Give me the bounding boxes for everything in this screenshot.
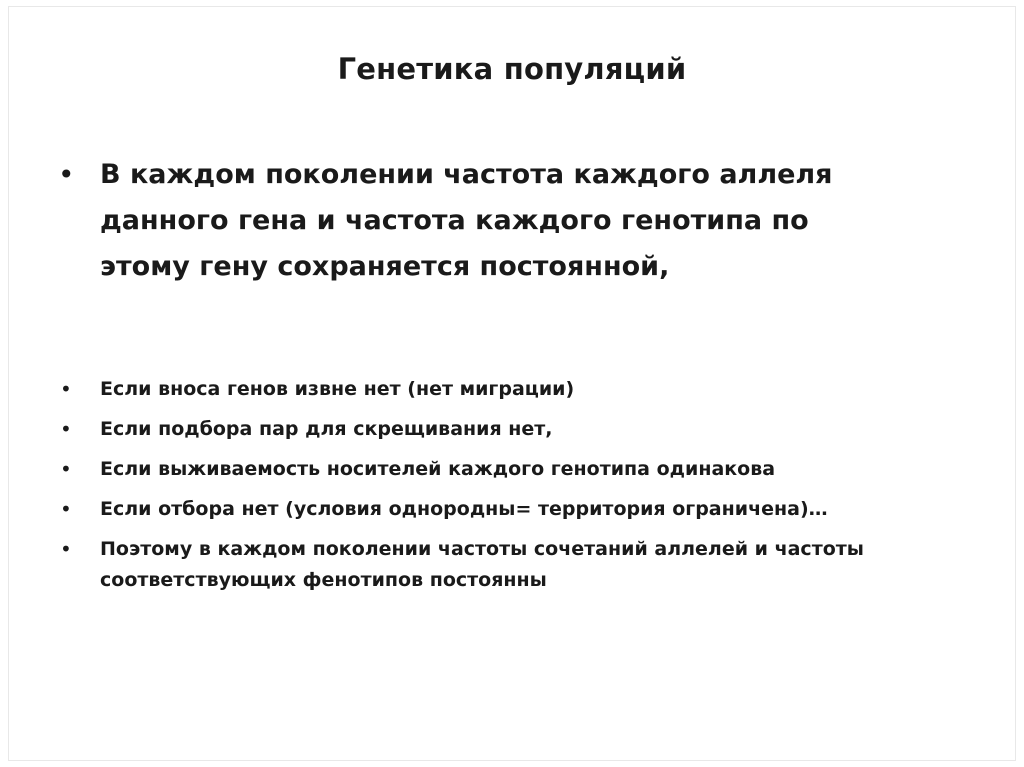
bullet-icon: • xyxy=(60,537,72,561)
condition-line: Если подбора пар для скрещивания нет, xyxy=(100,418,553,440)
condition-item xyxy=(58,494,998,525)
main-point-line: данного гена и частота каждого генотипа по xyxy=(100,205,809,236)
conditions-list xyxy=(58,374,998,605)
bullet-icon: • xyxy=(60,457,72,481)
condition-text xyxy=(100,374,998,405)
main-bullet-icon: • xyxy=(58,158,75,191)
condition-item xyxy=(58,454,998,485)
condition-text xyxy=(100,494,998,525)
condition-line: Если вноса генов извне нет (нет миграции) xyxy=(100,378,575,400)
conclusion-item xyxy=(58,534,998,596)
conclusion-line: Поэтому в каждом поколении частоты сочетаний аллелей и частоты xyxy=(100,538,864,560)
conclusion-line: соответствующих фенотипов постоянны xyxy=(100,569,547,591)
condition-text xyxy=(100,414,998,445)
bullet-icon: • xyxy=(60,377,72,401)
main-point-text xyxy=(100,152,958,290)
bullet-icon: • xyxy=(60,417,72,441)
condition-item xyxy=(58,374,998,405)
conclusion-text xyxy=(100,534,998,596)
condition-item xyxy=(58,414,998,445)
bullet-icon: • xyxy=(60,497,72,521)
condition-line: Если отбора нет (условия однородны= территория ограничена)… xyxy=(100,498,828,520)
condition-text xyxy=(100,454,998,485)
slide-title: Генетика популяций xyxy=(337,52,687,86)
condition-line: Если выживаемость носителей каждого генотипа одинакова xyxy=(100,458,776,480)
main-point-line: этому гену сохраняется постоянной, xyxy=(100,251,670,282)
main-point-line: В каждом поколении частота каждого аллеля xyxy=(100,159,833,190)
main-point xyxy=(58,152,958,290)
